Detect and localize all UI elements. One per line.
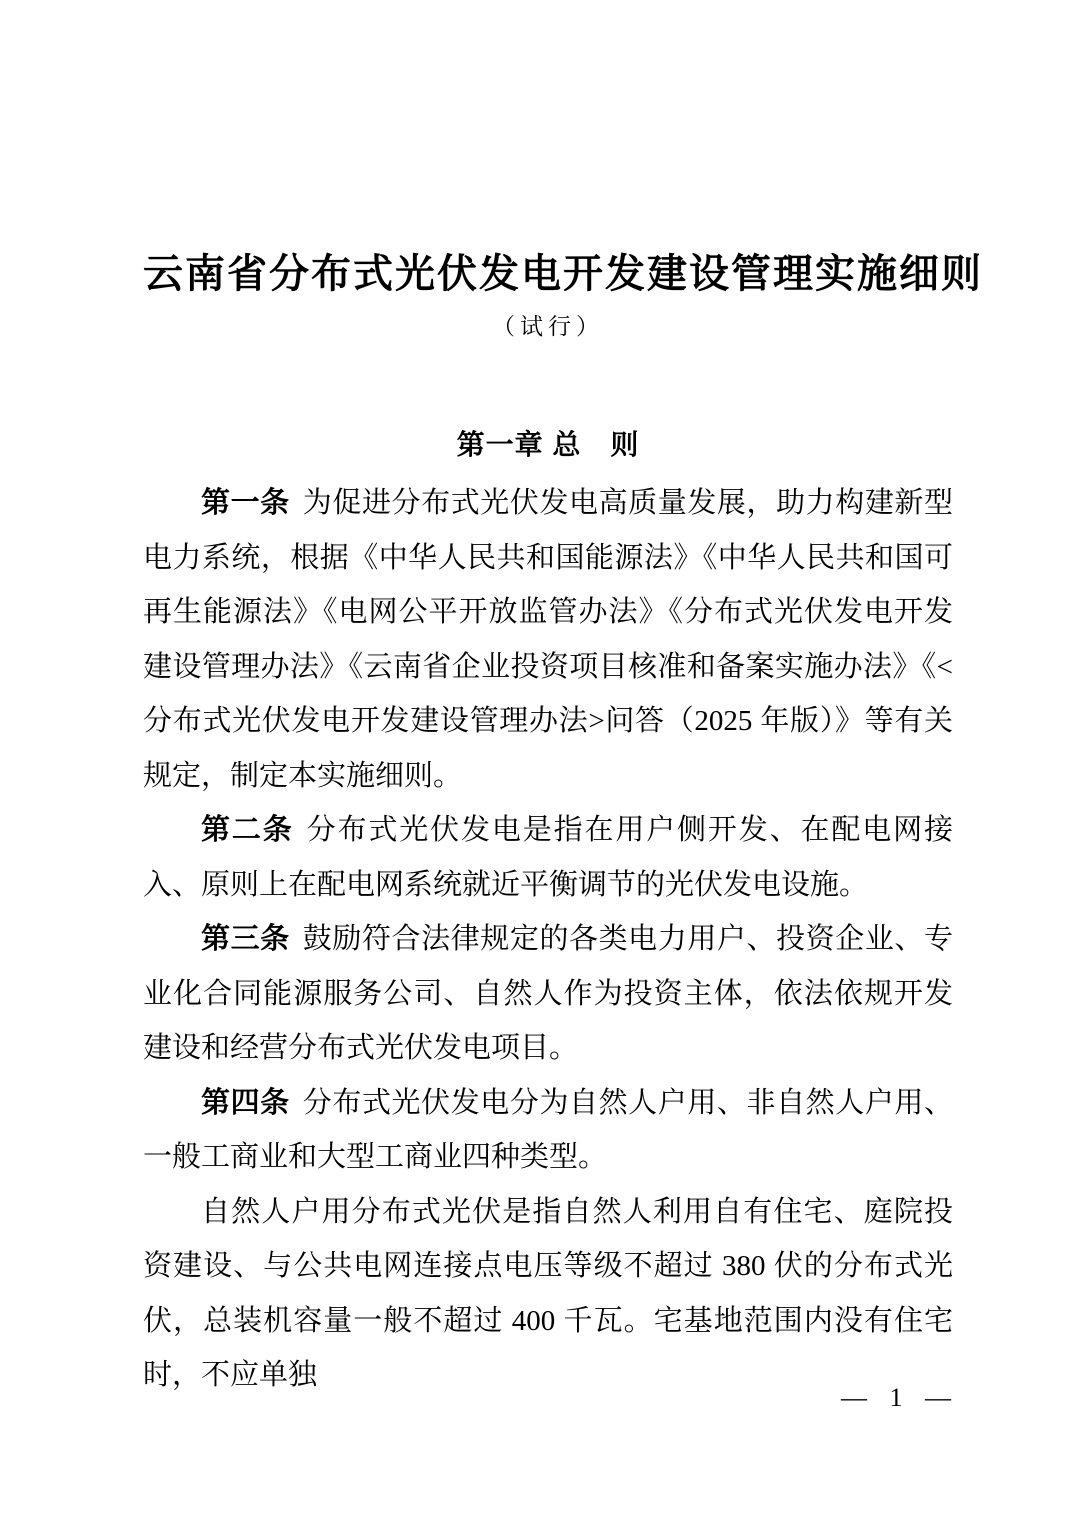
article-2-number: 第二条 — [201, 814, 294, 846]
article-4-definition-text: 自然人户用分布式光伏是指自然人利用自有住宅、庭院投资建设、与公共电网连接点电压等级不超过 380 伏的分布式光伏，总装机容量一般不超过 400 千瓦。宅基地范围内没有住宅时，不应单独 — [143, 1195, 953, 1391]
article-4-number: 第四条 — [201, 1086, 290, 1119]
article-1-paragraph — [143, 476, 953, 803]
article-1-number: 第一条 — [201, 487, 290, 519]
article-3-text: 鼓励符合法律规定的各类电力用户、投资企业、专业化合同能源服务公司、自然人作为投资主体，依法依规开发建设和经营分布式光伏发电项目。 — [143, 923, 953, 1064]
chapter-heading: 第一章 总 则 — [456, 429, 640, 460]
article-3-paragraph — [143, 912, 953, 1076]
document-title: 云南省分布式光伏发电开发建设管理实施细则 — [143, 252, 983, 296]
article-1-text: 为促进分布式光伏发电高质量发展，助力构建新型电力系统，根据《中华人民共和国能源法》《中华人民共和国可再生能源法》《电网公平开放监管办法》《分布式光伏发电开发建设管理办法》《云南省企业投资项目核准和备案实施办法》《<分布式光伏发电开发建设管理办法>问答（2025 年版）》等有关规定，制定本实施细则。 — [143, 487, 953, 792]
page-number: — 1 — — [841, 1383, 952, 1412]
page-content — [143, 0, 983, 1403]
document-body — [143, 476, 953, 1403]
article-4-paragraph — [143, 1076, 953, 1185]
article-2-paragraph — [143, 803, 953, 912]
article-4-definition-paragraph — [143, 1185, 953, 1403]
article-2-text: 分布式光伏发电是指在用户侧开发、在配电网接入、原则上在配电网系统就近平衡调节的光伏发电设施。 — [143, 814, 953, 901]
document-subtitle: （试行） — [492, 314, 604, 339]
article-4-text: 分布式光伏发电分为自然人户用、非自然人户用、一般工商业和大型工商业四种类型。 — [143, 1086, 953, 1173]
article-3-number: 第三条 — [201, 923, 290, 955]
